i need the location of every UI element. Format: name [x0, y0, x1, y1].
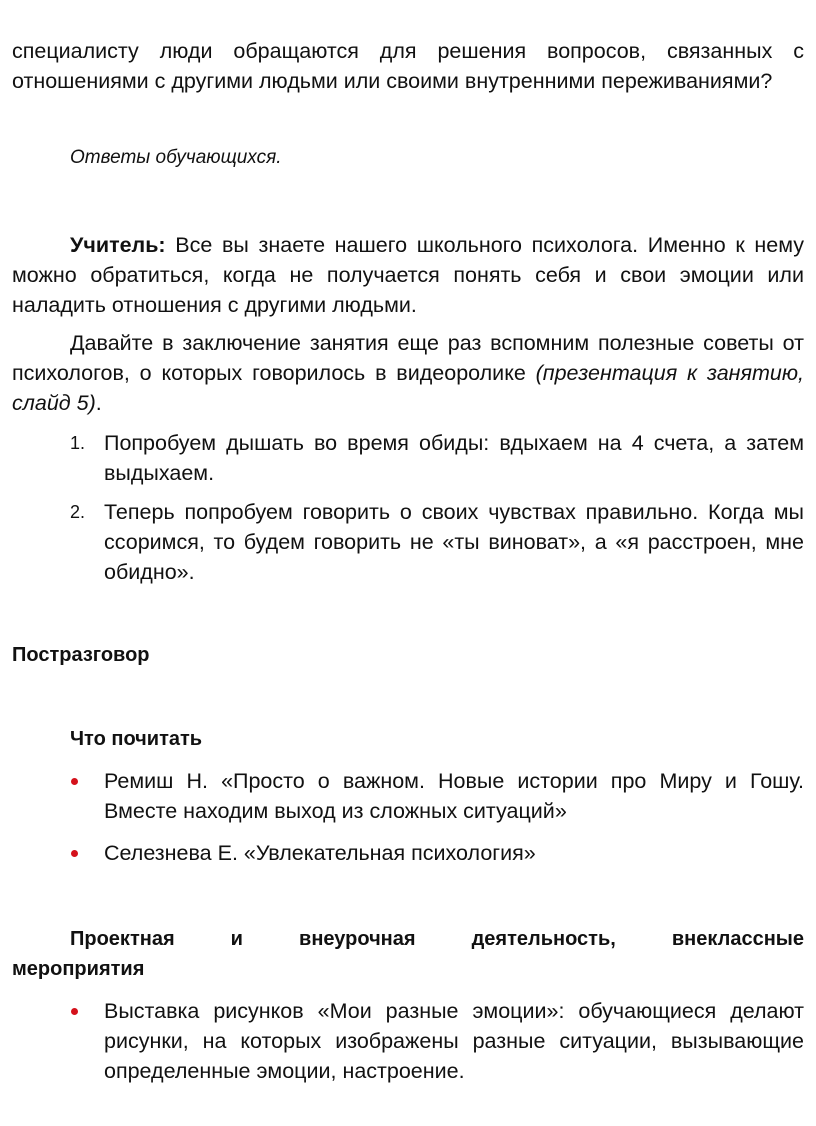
tips-list: [12, 428, 804, 587]
projects-title-line2: мероприятия: [12, 958, 145, 980]
projects-title: [12, 924, 804, 984]
answers-note: Ответы обучающихся.: [70, 147, 282, 168]
slide-reference: (презентация к занятию, слайд 5): [12, 361, 804, 415]
projects-title-line1: Проектная и внеурочная деятельность, внеклассные: [70, 928, 804, 950]
reading-title: Что почитать: [70, 728, 203, 750]
list-item: [12, 497, 804, 587]
intro-paragraph: специалисту люди обращаются для решения вопросов, связанных с отношениями с другими людьми или своими внутренними переживаниями?: [12, 39, 804, 93]
projects-list: [12, 996, 804, 1086]
reading-list: [12, 766, 804, 868]
teacher-paragraph: [12, 230, 804, 320]
list-item: [12, 996, 804, 1086]
teacher-label: Учитель:: [70, 233, 166, 257]
list-item: [12, 766, 804, 826]
list-number: 1.: [70, 433, 86, 453]
document-page: [12, 36, 804, 1098]
teacher-text: Все вы знаете нашего школьного психолога. Именно к нему можно обратиться, когда не получается понять себя и свои эмоции или наладить отношения с другими людьми.: [12, 233, 804, 317]
advice-paragraph: [12, 328, 804, 418]
bullet-icon: [71, 850, 78, 857]
advice-text: Давайте в заключение занятия еще раз вспомним полезные советы от психологов, о которых говорилось в видеоролике: [12, 331, 804, 385]
section-title: Постразговор: [12, 644, 150, 666]
tip-text: Теперь попробуем говорить о своих чувствах правильно. Когда мы ссоримся, то будем говорить не «ты виноват», а «я расстроен, мне обидно».: [104, 500, 804, 584]
list-item: [12, 428, 804, 488]
list-number: 2.: [70, 502, 86, 522]
book-text: Ремиш Н. «Просто о важном. Новые истории про Миру и Гошу. Вместе находим выход из сложных ситуаций»: [104, 769, 804, 823]
bullet-icon: [71, 1008, 78, 1015]
book-text: Селезнева Е. «Увлекательная психология»: [104, 841, 536, 865]
bullet-icon: [71, 778, 78, 785]
tip-text: Попробуем дышать во время обиды: вдыхаем на 4 счета, а затем выдыхаем.: [104, 431, 804, 485]
project-text: Выставка рисунков «Мои разные эмоции»: обучающиеся делают рисунки, на которых изображены разные ситуации, вызывающие определенные эмоции, настроение.: [104, 999, 804, 1083]
list-item: [12, 838, 804, 868]
advice-end: .: [95, 391, 102, 415]
